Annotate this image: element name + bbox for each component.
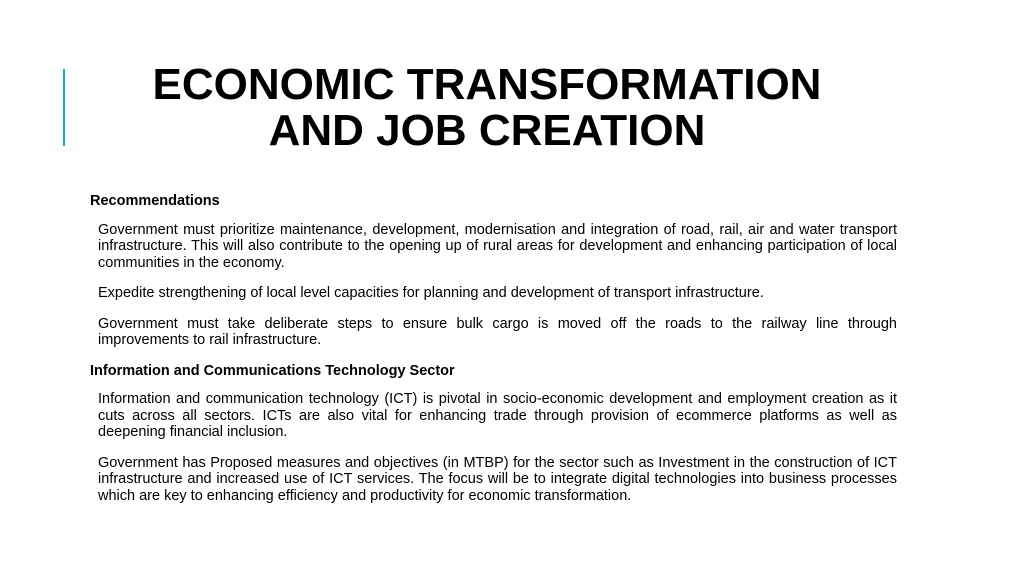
body-paragraph: Expedite strengthening of local level capacities for planning and development of transport infrastructure. (98, 285, 764, 301)
body-paragraph: Government must prioritize maintenance, development, modernisation and integration of road, rail, air and water transport infrastructure. This will also contribute to the opening up of rural areas for development and enhancing participation of local communities in the economy. (98, 221, 897, 271)
section-recommendations (90, 193, 897, 349)
slide-title-line-1: ECONOMIC TRANSFORMATION (152, 60, 822, 109)
slide-title (90, 62, 884, 154)
slide-body (90, 193, 897, 518)
title-accent-bar (63, 69, 65, 146)
section-ict (90, 363, 897, 505)
slide-title-line-2: AND JOB CREATION (268, 106, 706, 155)
body-paragraph: Government has Proposed measures and objectives (in MTBP) for the sector such as Investment in the construction of ICT infrastructure and increased use of ICT services. The focus will be to integrate digital technologies into business processes which are key to enhancing efficiency and productivity for economic transformation. (98, 454, 897, 504)
section-heading: Recommendations (90, 193, 220, 209)
section-heading: Information and Communications Technology Sector (90, 362, 455, 379)
body-paragraph: Government must take deliberate steps to ensure bulk cargo is moved off the roads to the railway line through improvements to rail infrastructure. (98, 315, 897, 348)
body-paragraph: Information and communication technology (ICT) is pivotal in socio-economic development and employment creation as it cuts across all sectors. ICTs are also vital for enhancing trade through provision of ecommerce platforms as well as deepening financial inclusion. (98, 391, 897, 440)
